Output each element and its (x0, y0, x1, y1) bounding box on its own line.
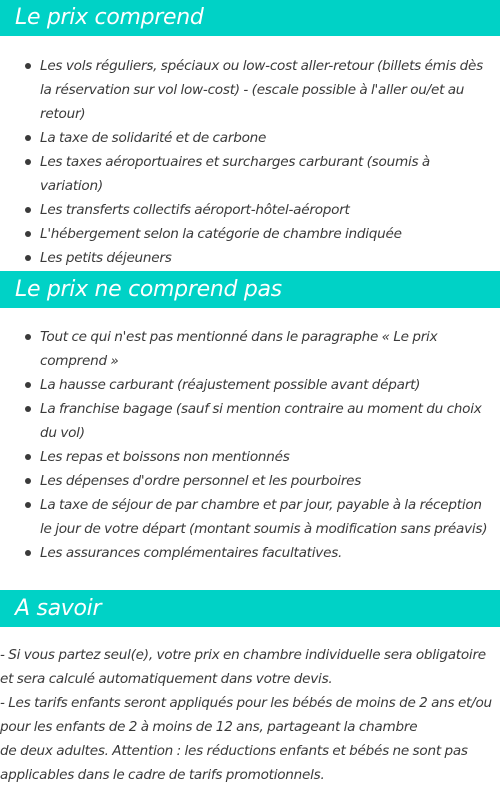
list-item: Tout ce qui n'est pas mentionné dans le paragraphe « Le prix comprend » (0, 325, 500, 373)
list-item: Les dépenses d'ordre personnel et les pourboires (0, 469, 500, 493)
info-text (0, 643, 500, 787)
list-item: La hausse carburant (réajustement possible avant départ) (0, 373, 500, 397)
list-item: Les transferts collectifs aéroport-hôtel-aéroport (0, 198, 500, 222)
list-item: Les taxes aéroportuaires et surcharges carburant (soumis à variation) (0, 150, 500, 198)
list-item: L'hébergement selon la catégorie de chambre indiquée (0, 222, 500, 246)
section-header-info (0, 590, 500, 627)
section-header-excluded (0, 271, 500, 308)
section-title-included: Le prix comprend (15, 5, 204, 30)
list-item: La taxe de séjour de par chambre et par jour, payable à la réception le jour de votre départ (montant soumis à modification sans préavis) (0, 493, 500, 541)
list-item: La taxe de solidarité et de carbone (0, 126, 500, 150)
info-paragraph: de deux adultes. Attention : les réductions enfants et bébés ne sont pas applicables dans le cadre de tarifs promotionnels. (0, 743, 468, 783)
section-header-included (0, 0, 500, 36)
section-title-excluded: Le prix ne comprend pas (15, 277, 282, 302)
list-item: Les petits déjeuners (0, 246, 500, 270)
excluded-list (0, 325, 500, 565)
list-item: La franchise bagage (sauf si mention contraire au moment du choix du vol) (0, 397, 500, 445)
list-item: Les repas et boissons non mentionnés (0, 445, 500, 469)
info-paragraph: - Si vous partez seul(e), votre prix en chambre individuelle sera obligatoire et sera calculé automatiquement dans votre devis. (0, 647, 486, 687)
section-title-info: A savoir (15, 596, 102, 621)
info-paragraph: - Les tarifs enfants seront appliqués pour les bébés de moins de 2 ans et/ou pour les enfants de 2 à moins de 12 ans, partageant la chambre (0, 695, 492, 735)
included-list (0, 54, 500, 270)
list-item: Les vols réguliers, spéciaux ou low-cost aller-retour (billets émis dès la réservation sur vol low-cost) - (escale possible à l'aller ou/et au retour) (0, 54, 500, 126)
list-item: Les assurances complémentaires facultatives. (0, 541, 500, 565)
